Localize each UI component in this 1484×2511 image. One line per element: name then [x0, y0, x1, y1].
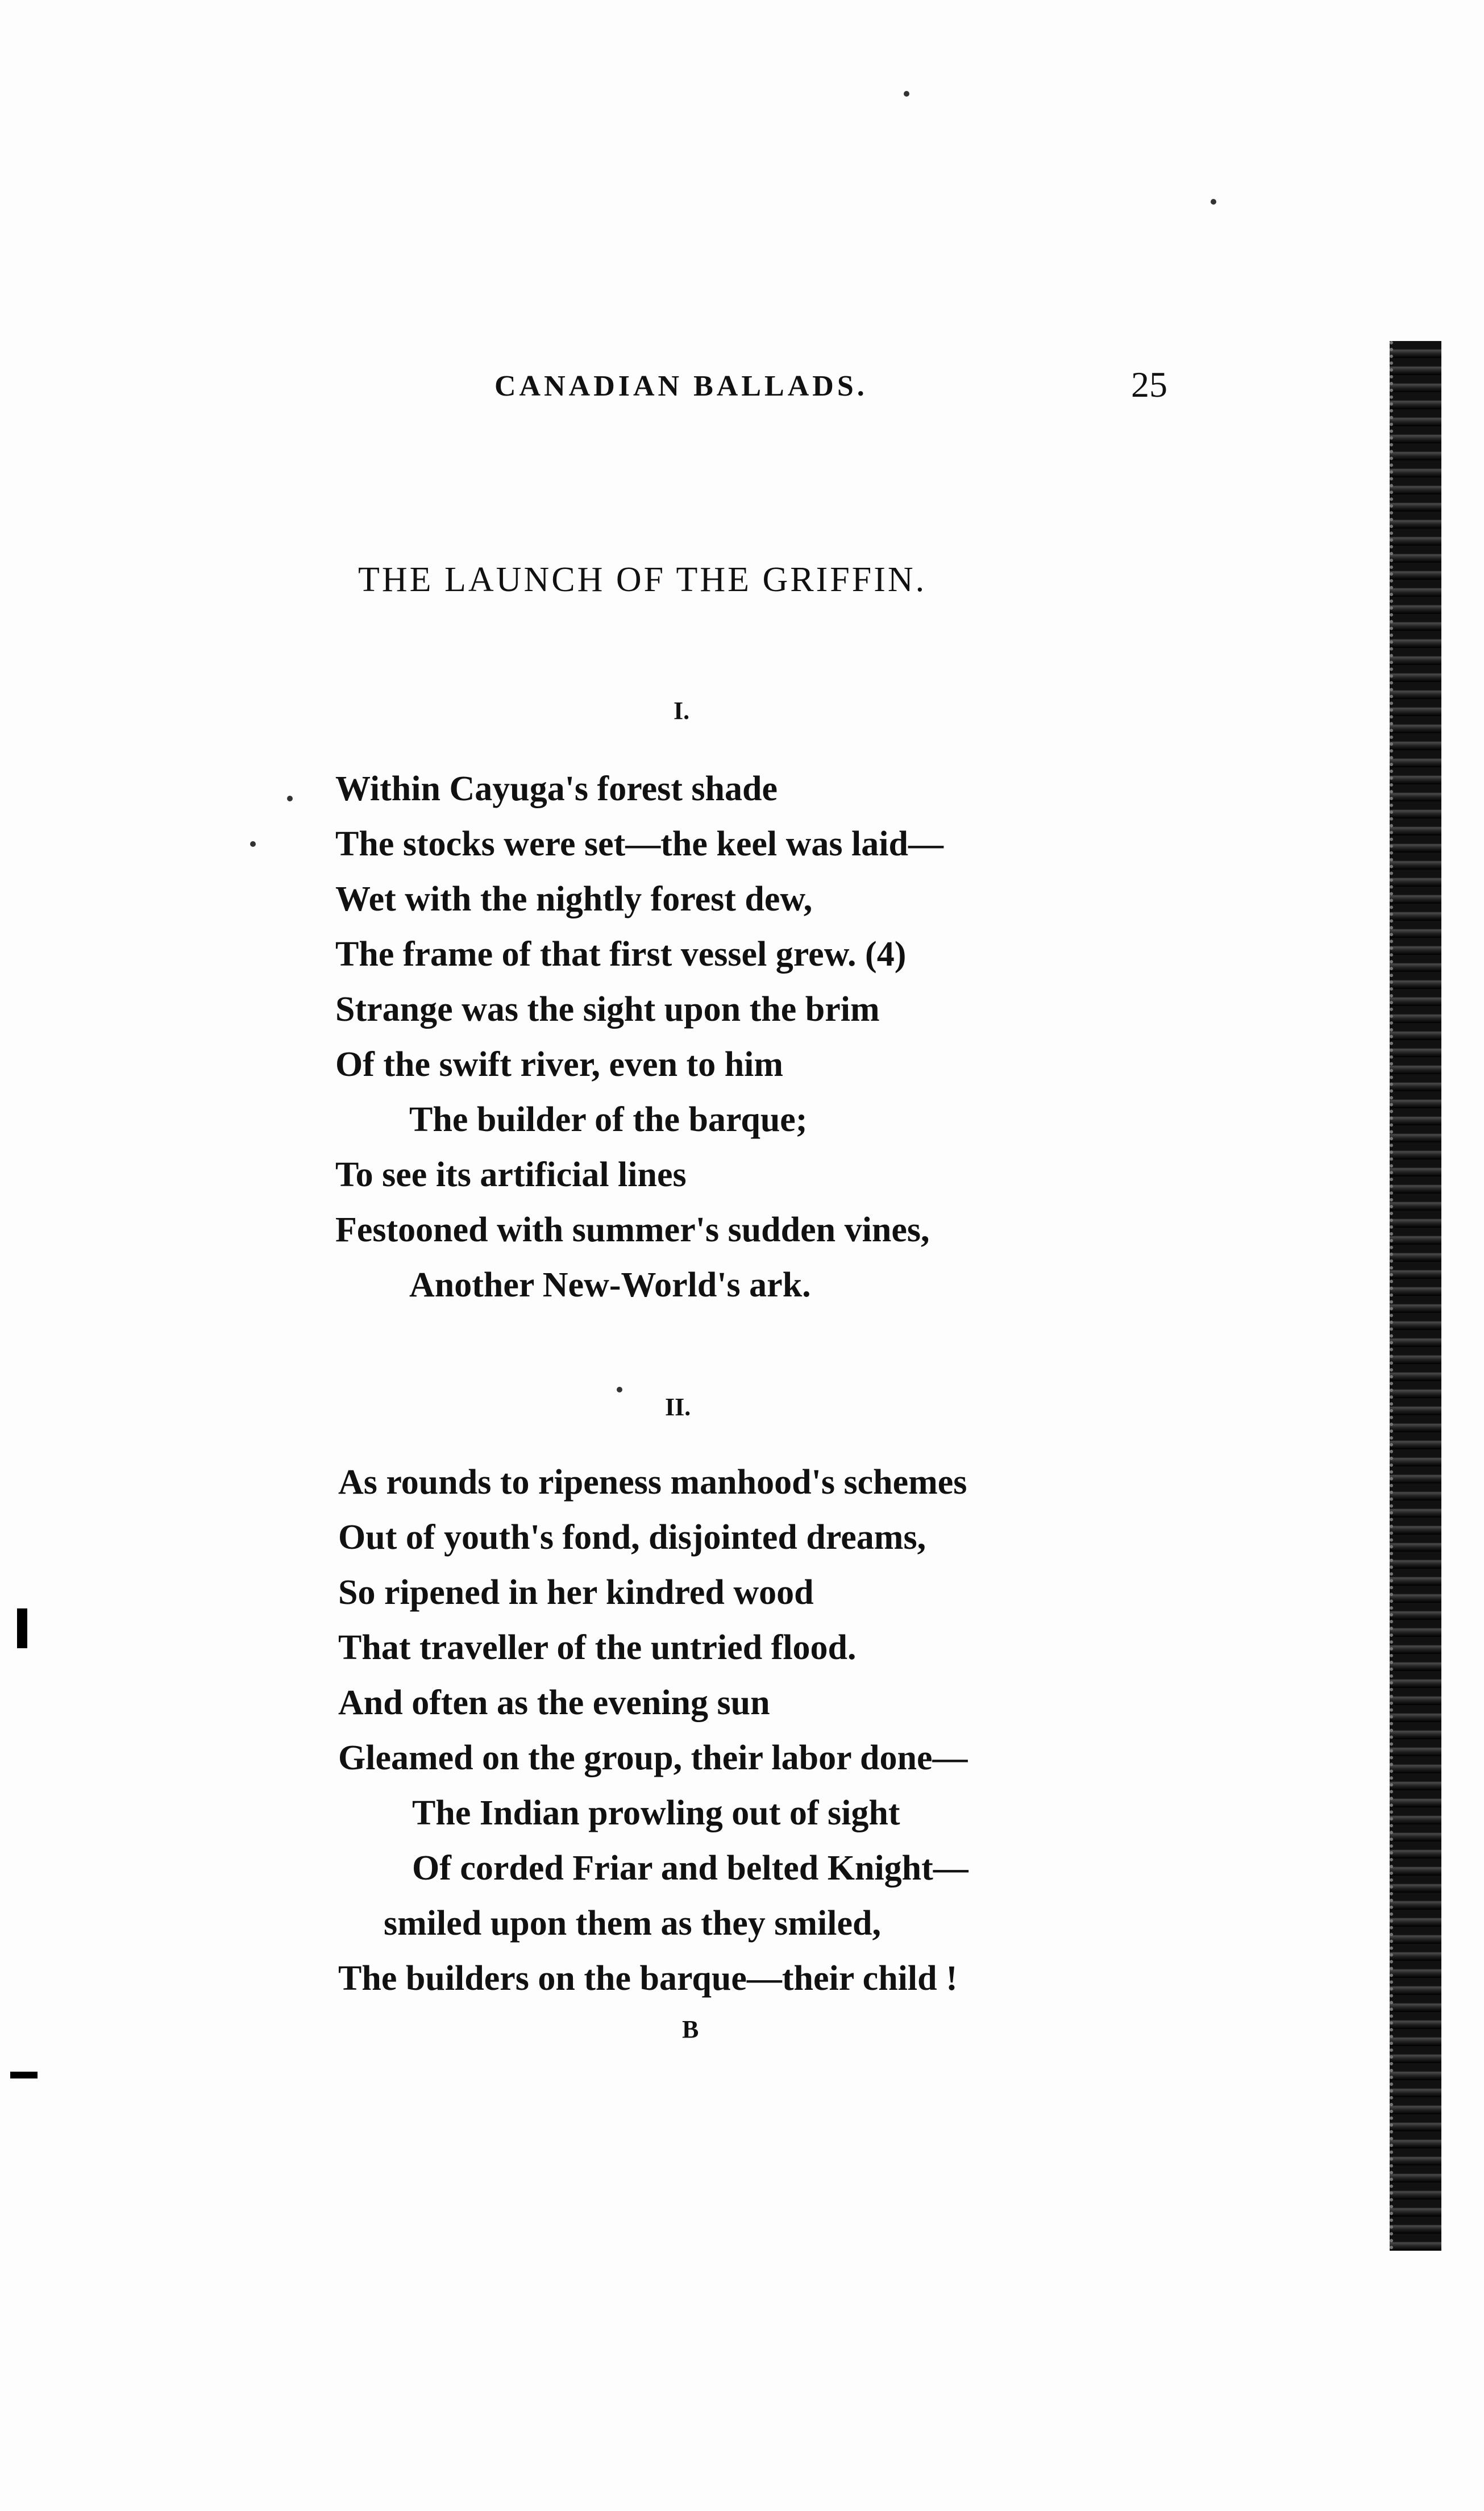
- margin-ink-mark: [10, 2072, 38, 2078]
- verse-line: Festooned with summer's sudden vines,: [335, 1211, 930, 1249]
- poem-title: THE LAUNCH OF THE GRIFFIN.: [358, 560, 927, 599]
- ink-speck: [250, 841, 256, 847]
- stanza-1: [335, 762, 943, 1313]
- verse-line: The Indian prowling out of sight: [412, 1794, 900, 1832]
- binding-gutter-shadow: [1390, 341, 1441, 2251]
- section-numeral-1: I.: [674, 697, 690, 725]
- ink-speck: [904, 91, 909, 97]
- verse-line: Gleamed on the group, their labor done—: [338, 1739, 968, 1777]
- running-head: CANADIAN BALLADS.: [494, 370, 868, 402]
- verse-line: Wet with the nightly forest dew,: [335, 880, 813, 918]
- verse-line: Another New-World's ark.: [409, 1266, 811, 1304]
- verse-line: Strange was the sight upon the brim: [335, 990, 880, 1029]
- verse-line: The frame of that first vessel grew. (4): [335, 935, 907, 974]
- verse-line: To see its artificial lines: [335, 1155, 687, 1194]
- verse-line: Of the swift river, even to him: [335, 1045, 784, 1084]
- verse-line: smiled upon them as they smiled,: [384, 1904, 881, 1943]
- ink-speck: [1211, 199, 1216, 205]
- page-number: 25: [1131, 364, 1167, 405]
- verse-line: So ripened in her kindred wood: [338, 1573, 814, 1612]
- margin-ink-mark: [17, 1608, 27, 1648]
- verse-line: Of corded Friar and belted Knight—: [412, 1849, 968, 1888]
- verse-line: And often as the evening sun: [338, 1683, 770, 1722]
- verse-line: As rounds to ripeness manhood's schemes: [338, 1463, 967, 1502]
- signature-mark: B: [682, 2015, 699, 2043]
- stanza-2: [338, 1455, 968, 2006]
- ink-speck: [287, 796, 293, 801]
- verse-line: The builders on the barque—their child !: [338, 1959, 958, 1998]
- verse-line: Out of youth's fond, disjointed dreams,: [338, 1518, 926, 1557]
- verse-line: The stocks were set—the keel was laid—: [335, 825, 943, 863]
- verse-line: That traveller of the untried flood.: [338, 1628, 857, 1667]
- verse-line: Within Cayuga's forest shade: [335, 770, 778, 808]
- ink-speck: [617, 1387, 622, 1392]
- verse-line: The builder of the barque;: [409, 1100, 808, 1139]
- section-numeral-2: II.: [665, 1393, 691, 1421]
